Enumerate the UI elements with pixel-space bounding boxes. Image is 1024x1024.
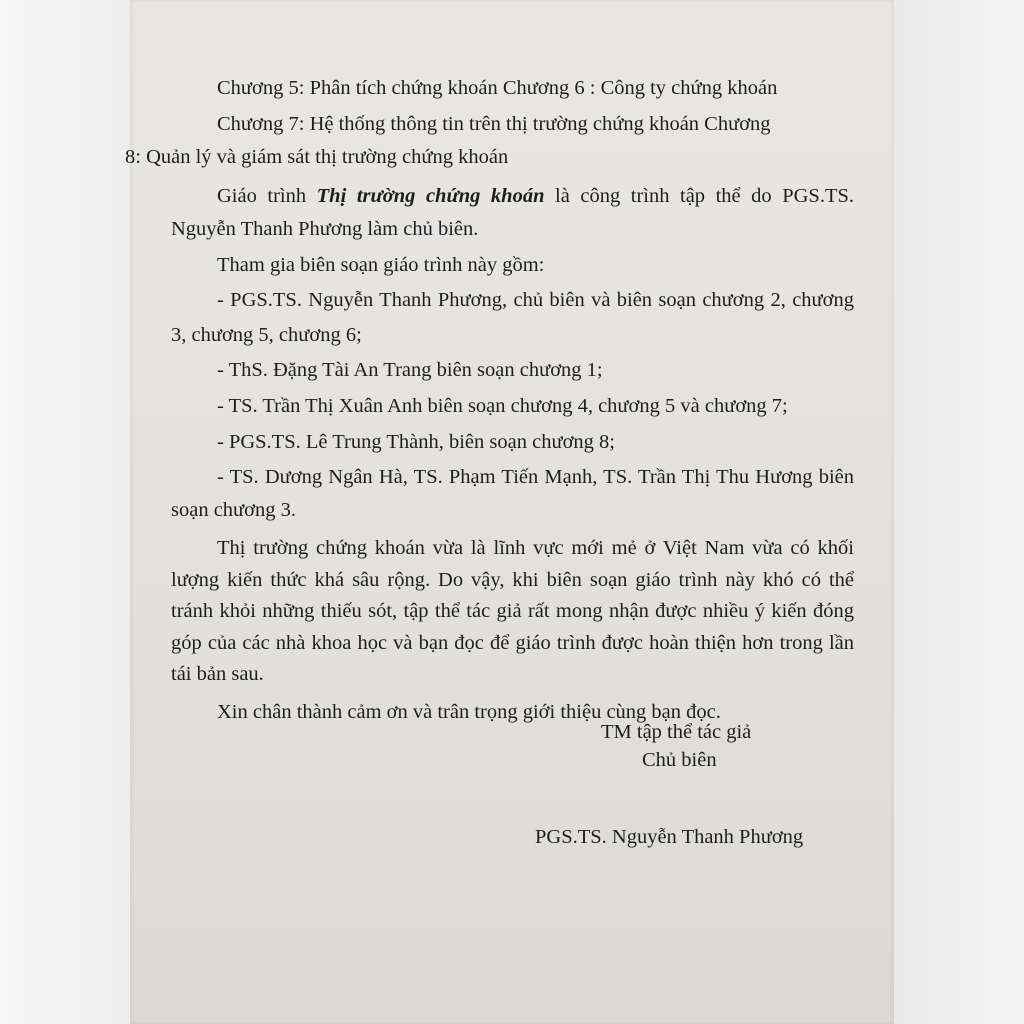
- thanks-line-text: Xin chân thành cảm ơn và trân trọng giới thiệu cùng bạn đọc.: [217, 700, 721, 723]
- signature-title: Chủ biên: [642, 749, 717, 771]
- contributors-heading: [171, 248, 854, 282]
- background-left: [0, 0, 130, 1024]
- contributor-3-text: - TS. Trần Thị Xuân Anh biên soạn chương 4, chương 5 và chương 7;: [217, 395, 788, 418]
- contributor-5: [171, 461, 854, 527]
- chapter-line-7-text: Chương 7: Hệ thống thông tin trên thị trường chứng khoán Chương: [217, 113, 771, 136]
- contributors-heading-text: Tham gia biên soạn giáo trình này gồm:: [217, 254, 545, 277]
- closing-paragraph-text: Thị trường chứng khoán vừa là lĩnh vực mới mẻ ở Việt Nam vừa có khối lượng kiến thức khá sâu rộng. Do vậy, khi biên soạn giáo trình này khó có thể tránh khỏi những thiếu sót, tập thể tác giả rất mong nhận được nhiều ý kiến đóng góp của các nhà khoa học và bạn đọc để giáo trình được hoàn thiện hơn trong lần tái bản sau.: [171, 537, 854, 686]
- intro-paragraph: [171, 180, 854, 246]
- signature-role: TM tập thể tác giả: [601, 721, 752, 743]
- background-right: [894, 0, 1024, 1024]
- intro-post: là công trình tập thể do PGS.TS. Nguyễn Thanh Phương làm chủ biên.: [171, 185, 855, 241]
- thanks-line: [171, 695, 854, 729]
- contributor-4: [171, 425, 854, 459]
- contributor-1: [171, 283, 854, 351]
- chapter-line-7-8: [125, 108, 854, 174]
- contributor-3: [171, 389, 854, 423]
- page-text: [125, 68, 855, 729]
- chapter-line-8-text: 8: Quản lý và giám sát thị trường chứng khoán: [125, 146, 509, 169]
- contributor-4-text: - PGS.TS. Lê Trung Thành, biên soạn chương 8;: [217, 431, 615, 454]
- contributor-5-text: - TS. Dương Ngân Hà, TS. Phạm Tiến Mạnh, TS. Trần Thị Thu Hương biên soạn chương 3.: [171, 466, 854, 522]
- chapter-line-5-6: [171, 71, 854, 105]
- chapter-line-5-6-text: Chương 5: Phân tích chứng khoán Chương 6 : Công ty chứng khoán: [217, 77, 778, 99]
- closing-paragraph: [171, 533, 854, 691]
- book-title: Thị trường chứng khoán: [316, 185, 545, 208]
- contributor-2-text: - ThS. Đặng Tài An Trang biên soạn chương 1;: [217, 358, 603, 381]
- signature-name: PGS.TS. Nguyễn Thanh Phương: [535, 826, 804, 848]
- contributor-1-text: - PGS.TS. Nguyễn Thanh Phương, chủ biên và biên soạn chương 2, chương 3, chương 5, chương 6;: [171, 289, 854, 346]
- contributor-2: [171, 353, 854, 387]
- intro-pre: Giáo trình: [217, 185, 317, 208]
